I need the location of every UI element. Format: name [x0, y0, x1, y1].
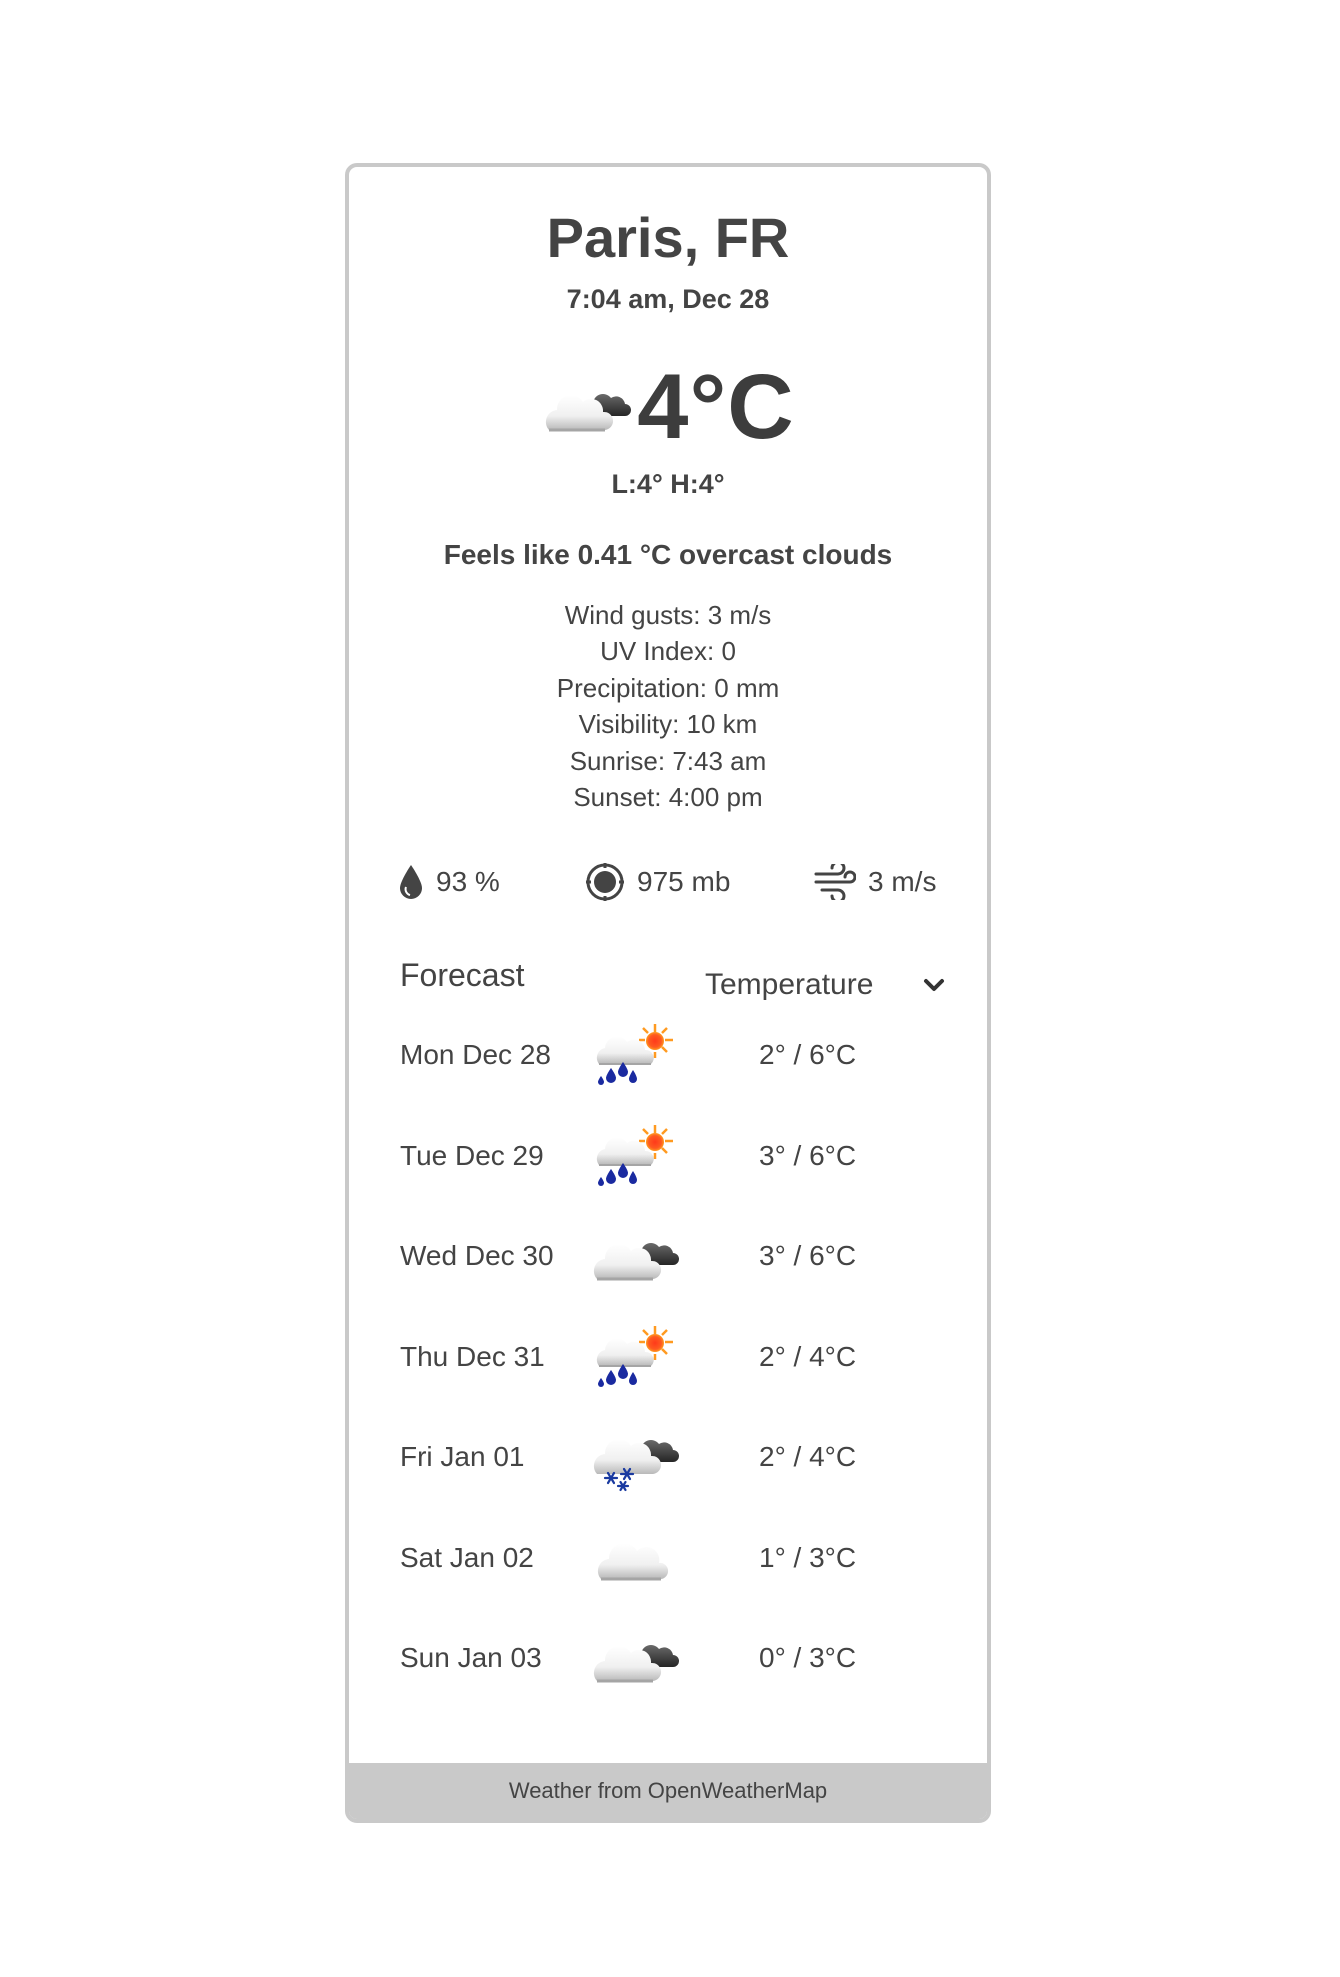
pressure-gauge-icon: [585, 862, 625, 902]
detail-precipitation: Precipitation: 0 mm: [556, 672, 780, 703]
forecast-temperature-range: 2° / 4°C: [759, 1340, 857, 1372]
low-high-temperature: L:4° H:4°: [611, 469, 725, 499]
wind-stat: [814, 857, 936, 907]
detail-sunset: Sunset: 4:00 pm: [573, 781, 763, 812]
forecast-row: [349, 1307, 987, 1407]
forecast-day: Mon Dec 28: [400, 1039, 551, 1070]
cloudy-icon: [541, 372, 633, 442]
rain-sun-icon: [589, 1120, 681, 1192]
forecast-temperature-range: 2° / 6°C: [759, 1039, 857, 1070]
forecast-day: Tue Dec 29: [400, 1139, 544, 1171]
city-name: Paris, FR: [546, 206, 790, 269]
pressure-stat: [585, 857, 730, 907]
forecast-temperature-range: 2° / 4°C: [759, 1441, 857, 1472]
forecast-day: Fri Jan 01: [400, 1441, 525, 1472]
humidity-value: 93 %: [436, 866, 500, 897]
forecast-metric-value: Temperature: [705, 968, 874, 1001]
forecast-row: [349, 1508, 987, 1608]
forecast-day: Sat Jan 02: [400, 1541, 534, 1573]
forecast-row: [349, 1608, 987, 1708]
wind-value: 3 m/s: [868, 866, 937, 897]
forecast-metric-select[interactable]: [705, 960, 945, 1010]
forecast-title: Forecast: [400, 957, 525, 993]
weather-details: [349, 597, 987, 815]
current-datetime: 7:04 am, Dec 28: [566, 284, 770, 314]
forecast-row: [349, 1407, 987, 1507]
forecast-day: Wed Dec 30: [400, 1240, 554, 1271]
detail-visibility: Visibility: 10 km: [578, 709, 758, 740]
attribution-footer: Weather from OpenWeatherMap: [349, 1763, 987, 1819]
forecast-row: [349, 1206, 987, 1306]
humidity-stat: [398, 857, 500, 907]
cloud-icon: [589, 1522, 681, 1594]
forecast-temperature-range: 3° / 6°C: [759, 1139, 857, 1171]
detail-sunrise: Sunrise: 7:43 am: [569, 745, 767, 776]
pressure-value: 975 mb: [637, 866, 731, 897]
forecast-day: Sun Jan 03: [400, 1642, 542, 1673]
forecast-row: [349, 1106, 987, 1206]
snow-cloud-icon: [589, 1421, 681, 1493]
forecast-temperature-range: 3° / 6°C: [759, 1240, 857, 1271]
forecast-day: Thu Dec 31: [400, 1340, 545, 1372]
forecast-temperature-range: 0° / 3°C: [759, 1642, 857, 1673]
humidity-drop-icon: [398, 863, 424, 901]
forecast-temperature-range: 1° / 3°C: [759, 1541, 857, 1573]
rain-sun-icon: [589, 1321, 681, 1393]
chevron-down-icon: [923, 978, 945, 992]
cloudy-icon: [589, 1220, 681, 1292]
cloudy-icon: [589, 1622, 681, 1694]
forecast-row: [349, 1005, 987, 1105]
current-temperature: 4°C: [637, 355, 795, 458]
detail-wind-gusts: Wind gusts: 3 m/s: [564, 600, 772, 630]
current-conditions: [349, 347, 987, 467]
rain-sun-icon: [589, 1019, 681, 1091]
detail-uv-index: UV Index: 0: [600, 636, 736, 667]
wind-icon: [814, 864, 856, 900]
weather-card: [345, 163, 991, 1823]
feels-like-description: Feels like 0.41 °C overcast clouds: [443, 539, 893, 570]
